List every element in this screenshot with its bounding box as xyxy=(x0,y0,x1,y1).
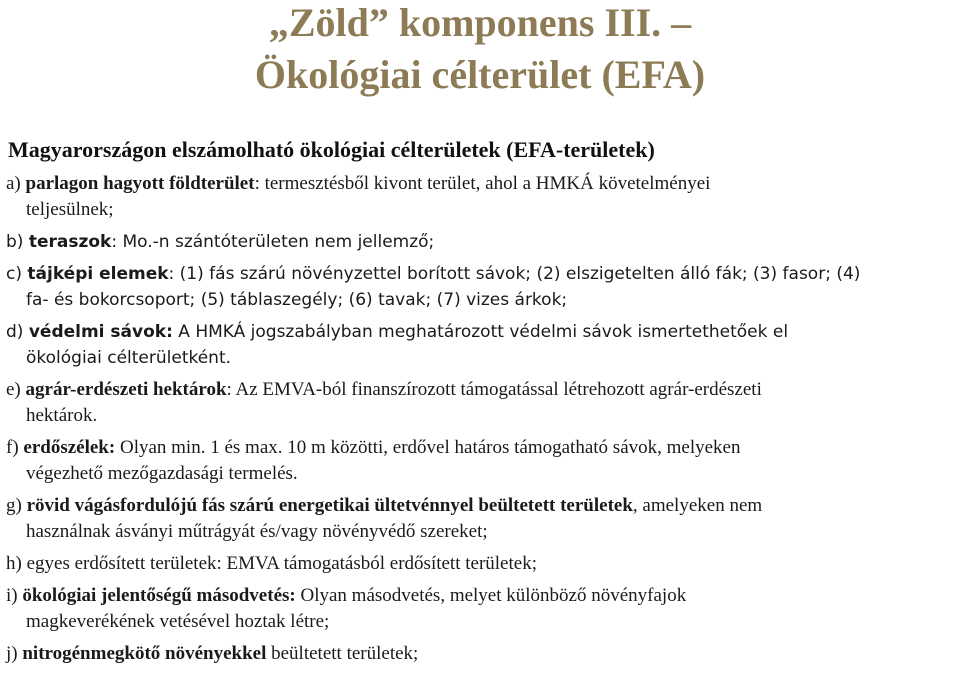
item-text: : termesztésből kivont terület, ahol a HMKÁ követelményei xyxy=(254,173,711,194)
item-prefix: i) xyxy=(6,585,23,606)
item-continuation: ökológiai célterületként. xyxy=(26,348,232,368)
item-term: parlagon hagyott földterület xyxy=(25,173,255,194)
item-continuation: fa- és bokorcsoport; (5) táblaszegély; (6) tavak; (7) vizes árkok; xyxy=(26,290,568,310)
item-text: : (1) fás szárú növényzettel borított sávok; (2) elszigetelten álló fák; (3) fasor; (4) xyxy=(168,264,861,284)
item-term: védelmi sávok: xyxy=(28,322,173,342)
item-prefix: h) xyxy=(6,553,27,574)
item-term: tájképi elemek xyxy=(27,264,169,284)
item-prefix: c) xyxy=(6,264,28,284)
list-item-d xyxy=(6,319,956,371)
list-item-a xyxy=(6,171,956,223)
item-prefix: f) xyxy=(6,437,24,458)
title-line-2: Ökológiai célterület (EFA) xyxy=(254,52,706,97)
item-term: nitrogénmegkötő növényekkel xyxy=(22,643,267,664)
item-term: teraszok xyxy=(28,232,112,252)
item-text: A HMKÁ jogszabályban meghatározott védelmi sávok ismertethetőek el xyxy=(172,322,789,342)
item-text: , amelyeken nem xyxy=(632,495,763,516)
item-prefix: e) xyxy=(6,379,26,400)
item-prefix: a) xyxy=(6,173,26,194)
item-term: ökológiai jelentőségű másodvetés: xyxy=(22,585,296,606)
item-text: Olyan min. 1 és max. 10 m közötti, erdővel határos támogatható sávok, melyeken xyxy=(115,437,741,458)
item-continuation: magkeverékének vetésével hoztak létre; xyxy=(26,611,330,632)
list-item-f xyxy=(6,435,956,487)
section-heading: Magyarországon elszámolható ökológiai célterületek (EFA-területek) xyxy=(8,137,655,162)
list-item-c xyxy=(6,261,956,313)
item-prefix: j) xyxy=(6,643,23,664)
title-line-1: „Zöld” komponens III. – xyxy=(268,0,692,45)
list-item-i xyxy=(6,583,956,635)
list-item-j xyxy=(6,641,956,667)
item-text: Olyan másodvetés, melyet különböző növényfajok xyxy=(295,585,687,606)
list-item-g xyxy=(6,493,956,545)
item-text: : Az EMVA-ból finanszírozott támogatással létrehozott agrár-erdészeti xyxy=(226,379,762,400)
list-item-h xyxy=(6,551,956,577)
item-prefix: d) xyxy=(6,322,29,342)
item-term: rövid vágásfordulójú fás szárú energetikai ültetvénnyel beültetett területek xyxy=(26,495,633,516)
item-prefix: b) xyxy=(6,232,29,252)
item-text: : Mo.-n szántóterületen nem jellemző; xyxy=(111,232,435,252)
efa-list xyxy=(6,171,956,673)
item-term: agrár-erdészeti hektárok xyxy=(25,379,227,400)
list-item-e xyxy=(6,377,956,429)
item-prefix: g) xyxy=(6,495,27,516)
item-term: erdőszélek: xyxy=(23,437,116,458)
item-text: beültetett területek; xyxy=(266,643,419,664)
item-continuation: használnak ásványi műtrágyát és/vagy növényvédő szereket; xyxy=(26,521,488,542)
item-continuation: teljesülnek; xyxy=(26,199,114,220)
list-item-b xyxy=(6,229,956,255)
item-text: egyes erdősített területek: EMVA támogatásból erdősített területek; xyxy=(26,553,537,574)
item-continuation: hektárok. xyxy=(26,405,98,426)
item-continuation: végezhető mezőgazdasági termelés. xyxy=(26,463,298,484)
